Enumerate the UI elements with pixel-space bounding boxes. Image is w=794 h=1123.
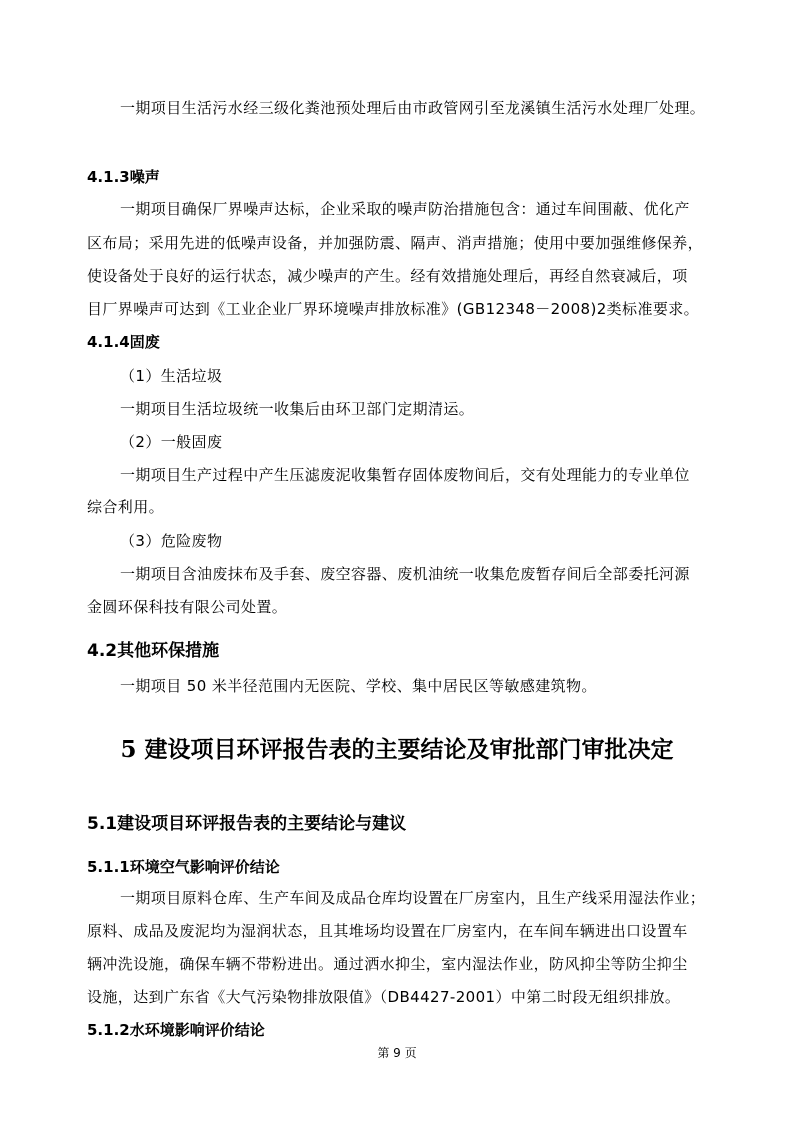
paragraph-general-solid-waste-line-2: 综合利用。	[87, 498, 165, 516]
list-label-general-solid-waste: （2）一般固废	[120, 433, 223, 451]
paragraph-noise-line-4: 目厂界噪声可达到《工业企业厂界环境噪声排放标准》(GB12348－2008)2类标准要求。	[87, 300, 700, 318]
page-number: 第 9 页	[377, 1046, 417, 1060]
paragraph-noise-line-2: 区布局；采用先进的低噪声设备，并加强防震、隔声、消声措施；使用中要加强维修保养，	[87, 234, 704, 252]
paragraph-noise-line-3: 使设备处于良好的运行状态，减少噪声的产生。经有效措施处理后，再经自然衰减后，项	[87, 267, 688, 285]
chapter-5-title: 5 建设项目环评报告表的主要结论及审批部门审批决定	[120, 736, 674, 763]
heading-5-1-2-water-environment: 5.1.2水环境影响评价结论	[87, 1021, 265, 1039]
paragraph-air-quality-line-1: 一期项目原料仓库、生产车间及成品仓库均设置在厂房室内，且生产线采用湿法作业；	[120, 889, 706, 907]
paragraph-general-solid-waste-line-1: 一期项目生产过程中产生压滤废泥收集暂存固体废物间后，交有处理能力的专业单位	[120, 466, 690, 484]
list-label-domestic-garbage: （1）生活垃圾	[120, 367, 223, 385]
paragraph-noise-line-1: 一期项目确保厂界噪声达标，企业采取的噪声防治措施包含：通过车间围蔽、优化产	[120, 200, 690, 218]
paragraph-wastewater: 一期项目生活污水经三级化粪池预处理后由市政管网引至龙溪镇生活污水处理厂处理。	[120, 99, 706, 117]
paragraph-air-quality-line-4: 设施，达到广东省《大气污染物排放限值》（DB4427-2001）中第二时段无组织排放。	[87, 988, 681, 1006]
heading-4-2-other-measures: 4.2其他环保措施	[87, 641, 220, 661]
paragraph-other-measures: 一期项目 50 米半径范围内无医院、学校、集中居民区等敏感建筑物。	[120, 677, 597, 695]
heading-4-1-3-noise: 4.1.3噪声	[87, 168, 160, 186]
paragraph-air-quality-line-2: 原料、成品及废泥均为湿润状态，且其堆场均设置在厂房室内，在车间车辆进出口设置车	[87, 922, 688, 940]
paragraph-domestic-garbage: 一期项目生活垃圾统一收集后由环卫部门定期清运。	[120, 400, 475, 418]
paragraph-hazardous-waste-line-1: 一期项目含油废抹布及手套、废空容器、废机油统一收集危废暂存间后全部委托河源	[120, 565, 690, 583]
paragraph-hazardous-waste-line-2: 金圆环保科技有限公司处置。	[87, 598, 288, 616]
heading-5-1-1-air-quality: 5.1.1环境空气影响评价结论	[87, 858, 280, 876]
heading-4-1-4-solid-waste: 4.1.4固废	[87, 333, 160, 351]
heading-5-1-conclusions: 5.1建设项目环评报告表的主要结论与建议	[87, 814, 407, 834]
list-label-hazardous-waste: （3）危险废物	[120, 532, 223, 550]
paragraph-air-quality-line-3: 辆冲洗设施，确保车辆不带粉进出。通过洒水抑尘，室内湿法作业，防风抑尘等防尘抑尘	[87, 955, 688, 973]
